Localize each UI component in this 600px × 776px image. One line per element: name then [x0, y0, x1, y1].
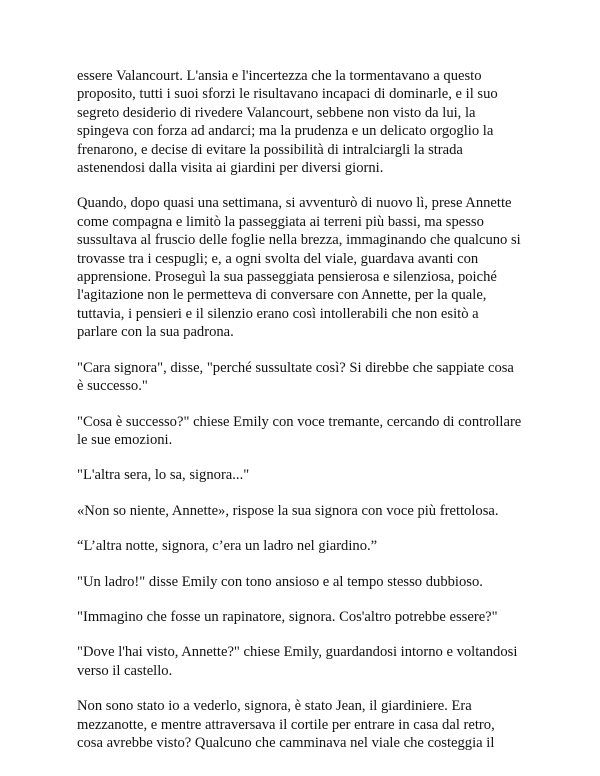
paragraph: essere Valancourt. L'ansia e l'incertezza che la tormentavano a questo proposito, tutti i suoi sforzi le risultavano incapaci di dominarle, e il suo segreto desiderio di rivedere Valancourt, sebbene non visto da lui, la spingeva con forza ad andarci; ma la prudenza e un delicato orgoglio la frenarono, e decise di evitare la possibilità di intralciargli la strada astenendosi dalla visita ai giardini per diversi giorni. — [77, 68, 498, 177]
paragraph: “L’altra notte, signora, c’era un ladro nel giardino.” — [77, 538, 378, 555]
paragraph: "Dove l'hai visto, Annette?" chiese Emily, guardandosi intorno e voltandosi verso il castello. — [77, 644, 518, 679]
paragraph: "Cara signora", disse, "perché sussultate così? Si direbbe che sappiate cosa è successo." — [77, 359, 514, 395]
paragraph: Quando, dopo quasi una settimana, si avventurò di nuovo lì, prese Annette come compagna e limitò la passeggiata ai terreni più bassi, ma spesso sussultava al fruscio delle foglie nella brezza, immaginando che qualcuno si trovasse tra i cespugli; e, a ogni svolta del viale, guardava avanti con apprensione. Proseguì la sua passeggiata pensierosa e silenziosa, poiché l'agitazione non le permetteva di conversare con Annette, per la quale, tuttavia, i pensieri e il silenzio erano così intollerabili che non esitò a parlare con la sua padrona. — [77, 195, 521, 341]
body-text — [77, 67, 532, 769]
paragraph: Non sono stato io a vederlo, signora, è stato Jean, il giardiniere. Era mezzanotte, e mentre attraversava il cortile per entrare in casa dal retro, cosa avrebbe visto? Qualcuno che camminava nel viale che costeggia il — [77, 698, 495, 751]
paragraph: "Immagino che fosse un rapinatore, signora. Cos'altro potrebbe essere?" — [77, 608, 498, 625]
paragraph: "Cosa è successo?" chiese Emily con voce tremante, cercando di controllare le sue emozioni. — [77, 413, 522, 448]
paragraph: "Un ladro!" disse Emily con tono ansioso e al tempo stesso dubbioso. — [77, 573, 483, 590]
paragraph: «Non so niente, Annette», rispose la sua signora con voce più frettolosa. — [77, 502, 499, 519]
paragraph: "L'altra sera, lo sa, signora..." — [77, 467, 250, 484]
